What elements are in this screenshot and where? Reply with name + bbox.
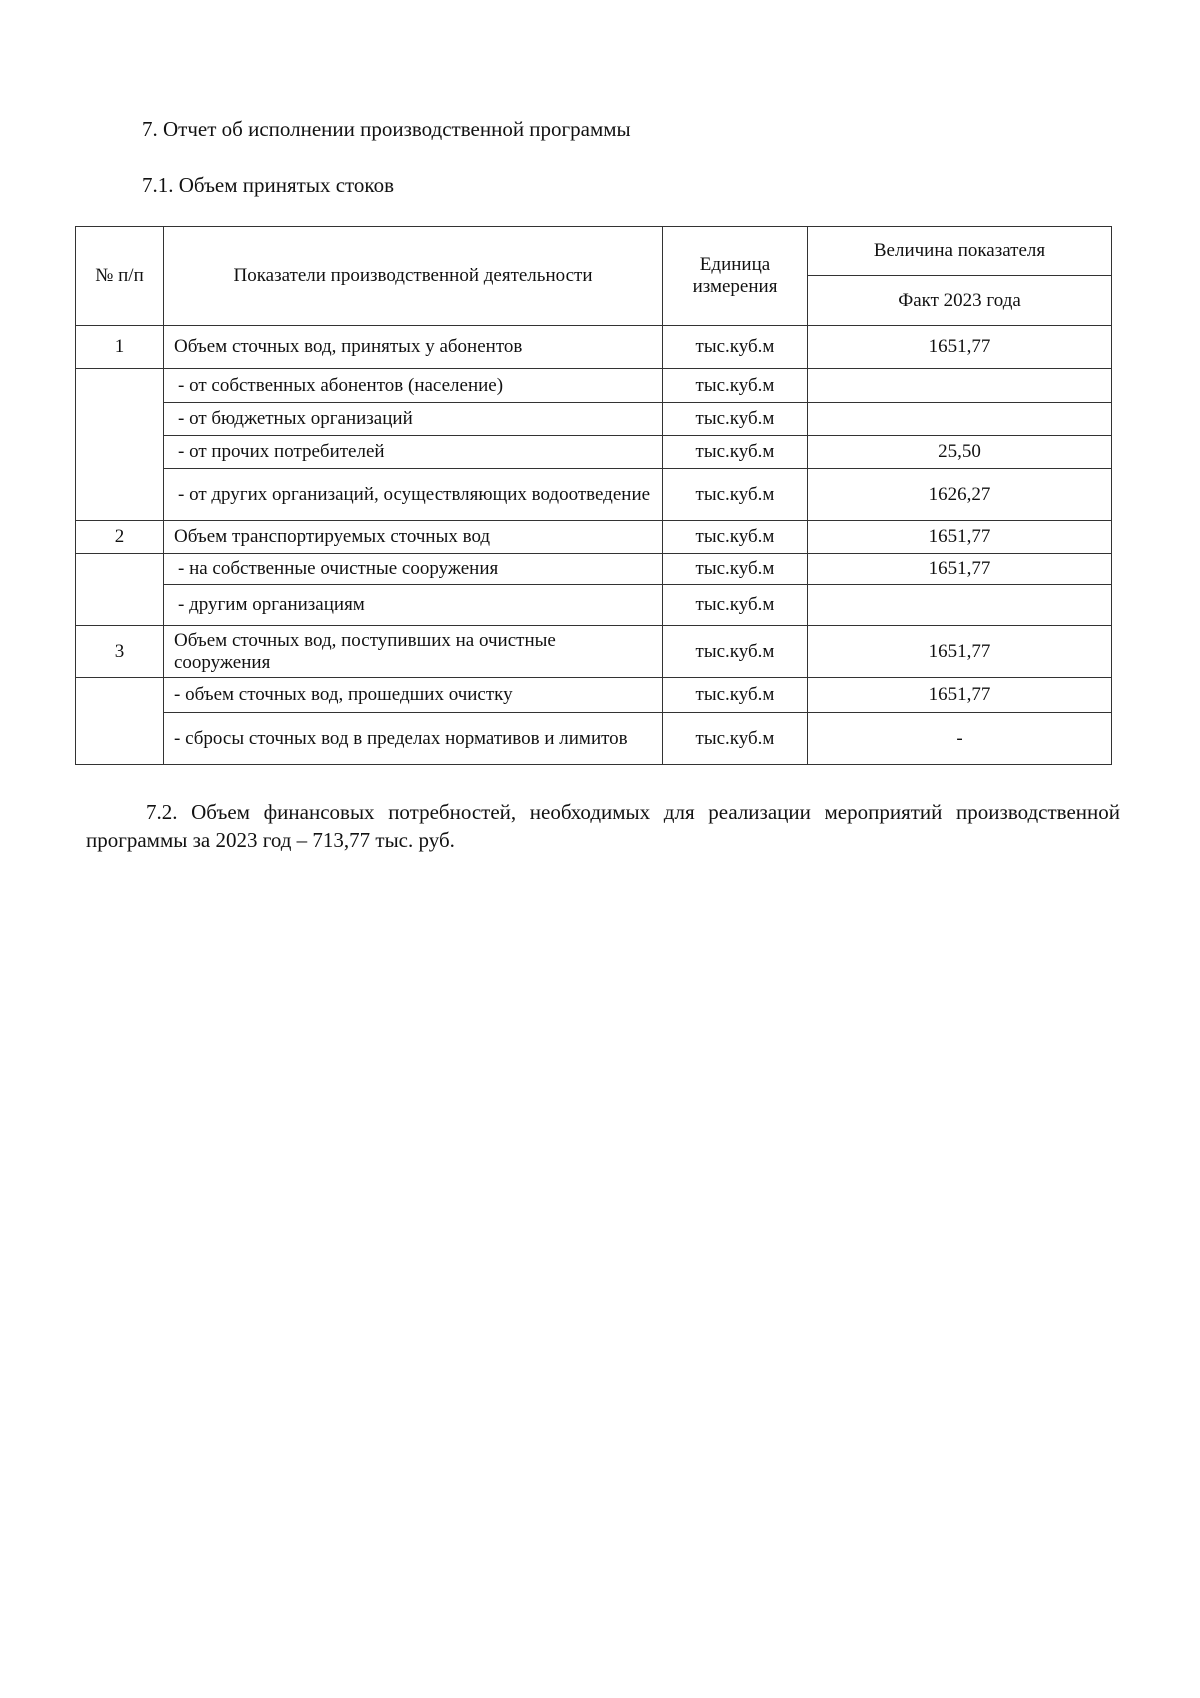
table-row [76, 585, 1112, 626]
row-value [808, 585, 1112, 626]
table-row [76, 713, 1112, 765]
section-title: 7. Отчет об исполнении производственной программы [142, 117, 631, 141]
table-row [76, 626, 1112, 678]
row-num: 1 [76, 326, 164, 369]
row-indicator: Объем транспортируемых сточных вод [164, 521, 663, 554]
row-indicator: Объем сточных вод, принятых у абонентов [164, 326, 663, 369]
financial-needs-paragraph: 7.2. Объем финансовых потребностей, необходимых для реализации мероприятий производственной программы за 2023 год – 713,77 тыс. руб. [86, 800, 1120, 852]
row-indicator: - сбросы сточных вод в пределах нормативов и лимитов [164, 713, 663, 765]
row-indicator: - от других организаций, осуществляющих водоотведение [164, 469, 663, 521]
row-value: 1651,77 [808, 326, 1112, 369]
row-value: 1651,77 [808, 626, 1112, 678]
row-value [808, 403, 1112, 436]
table-row [76, 326, 1112, 369]
row-unit: тыс.куб.м [663, 554, 808, 585]
subsection-title: 7.1. Объем принятых стоков [142, 173, 394, 197]
row-num [76, 369, 164, 521]
row-indicator: - от собственных абонентов (население) [164, 369, 663, 403]
row-indicator: - объем сточных вод, прошедших очистку [164, 678, 663, 713]
row-value: 1651,77 [808, 678, 1112, 713]
table-row [76, 436, 1112, 469]
row-value [808, 369, 1112, 403]
table-row [76, 469, 1112, 521]
row-unit: тыс.куб.м [663, 678, 808, 713]
row-unit: тыс.куб.м [663, 585, 808, 626]
row-value: 25,50 [808, 436, 1112, 469]
row-unit: тыс.куб.м [663, 326, 808, 369]
row-num: 3 [76, 626, 164, 678]
table-row [76, 521, 1112, 554]
row-value: 1651,77 [808, 554, 1112, 585]
header-value-group: Величина показателя [808, 227, 1112, 276]
row-indicator: - от прочих потребителей [164, 436, 663, 469]
row-unit: тыс.куб.м [663, 521, 808, 554]
header-value-sub: Факт 2023 года [808, 276, 1112, 326]
row-value: 1651,77 [808, 521, 1112, 554]
row-unit: тыс.куб.м [663, 713, 808, 765]
table-row [76, 369, 1112, 403]
row-indicator: - на собственные очистные сооружения [164, 554, 663, 585]
row-indicator: Объем сточных вод, поступивших на очистные сооружения [164, 626, 663, 678]
row-indicator: - от бюджетных организаций [164, 403, 663, 436]
header-unit: Единица измерения [663, 227, 808, 326]
row-unit: тыс.куб.м [663, 369, 808, 403]
row-num [76, 678, 164, 765]
table-row [76, 403, 1112, 436]
table-row [76, 554, 1112, 585]
header-indicator: Показатели производственной деятельности [164, 227, 663, 326]
row-unit: тыс.куб.м [663, 403, 808, 436]
row-unit: тыс.куб.м [663, 436, 808, 469]
row-value: - [808, 713, 1112, 765]
row-unit: тыс.куб.м [663, 626, 808, 678]
header-num: № п/п [76, 227, 164, 326]
row-num [76, 554, 164, 626]
table-row [76, 678, 1112, 713]
row-indicator: - другим организациям [164, 585, 663, 626]
row-unit: тыс.куб.м [663, 469, 808, 521]
wastewater-table [75, 226, 1112, 765]
row-num: 2 [76, 521, 164, 554]
row-value: 1626,27 [808, 469, 1112, 521]
